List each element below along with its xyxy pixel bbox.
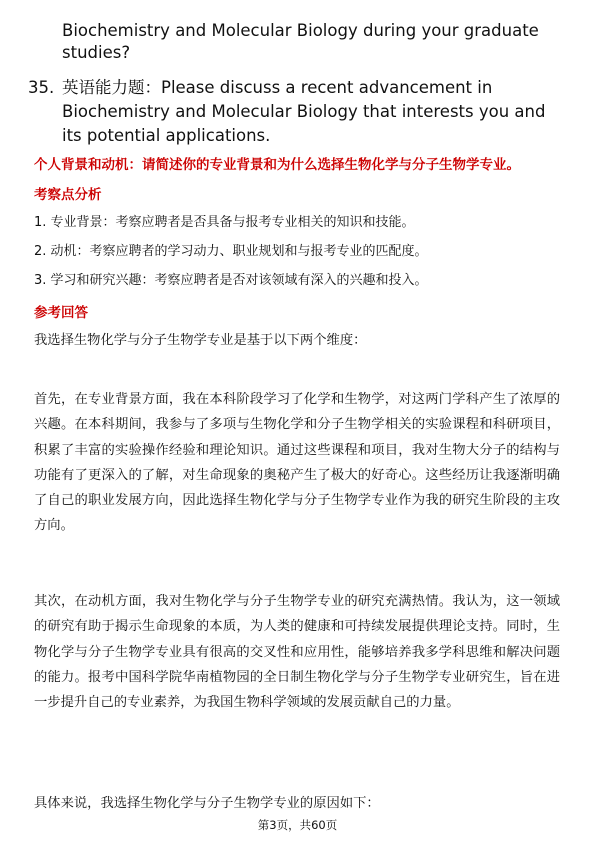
answer-paragraph: 我选择生物化学与分子生物学专业是基于以下两个维度： [34,333,367,348]
analysis-list [34,208,574,295]
section-title: 个人背景和动机：请简述你的专业背景和为什么选择生物化学与分子生物学专业。 [34,157,520,173]
answer-paragraph: 具体来说，我选择生物化学与分子生物学专业的原因如下： [34,796,380,811]
analysis-label: 考察点分析 [34,187,102,203]
analysis-item: 1. 专业背景：考察应聘者是否具备与报考专业相关的知识和技能。 [34,215,415,230]
question-text: 英语能力题：Please discuss a recent advancement in Biochemistry and Molecular Biology that interests you and its potential applications. [62,78,546,145]
answer-paragraph: 首先，在专业背景方面，我在本科阶段学习了化学和生物学，对这两门学科产生了浓厚的兴趣。在本科期间，我参与了多项与生物化学和分子生物学相关的实验课程和科研项目，积累了丰富的实验操作经验和理论知识。通过这些课程和项目，我对生物大分子的结构与功能有了更深入的了解，对生命现象的奥秘产生了极大的好奇心。这些经历让我逐渐明确了自己的职业发展方向，因此选择生物化学与分子生物学专业作为我的研究生阶段的主攻方向。 [34,392,560,534]
answer-label: 参考回答 [34,305,88,321]
question-continued-text: Biochemistry and Molecular Biology during your graduate studies? [62,21,539,62]
page-number-footer: 第3页，共60页 [257,818,338,832]
answer-paragraph: 其次，在动机方面，我对生物化学与分子生物学专业的研究充满热情。我认为，这一领域的研究有助于揭示生命现象的本质，为人类的健康和可持续发展提供理论支持。同时，生物化学与分子生物学专业具有很高的交叉性和应用性，能够培养我多学科思维和解决问题的能力。报考中国科学院华南植物园的全日制生物化学与分子生物学专业研究生，旨在进一步提升自己的专业素养，为我国生物科学领域的发展贡献自己的力量。 [34,594,560,711]
question-number: 35. [28,78,55,97]
analysis-item: 3. 学习和研究兴趣：考察应聘者是否对该领域有深入的兴趣和投入。 [34,273,428,288]
question-35 [28,76,563,148]
analysis-item: 2. 动机：考察应聘者的学习动力、职业规划和与报考专业的匹配度。 [34,244,428,259]
